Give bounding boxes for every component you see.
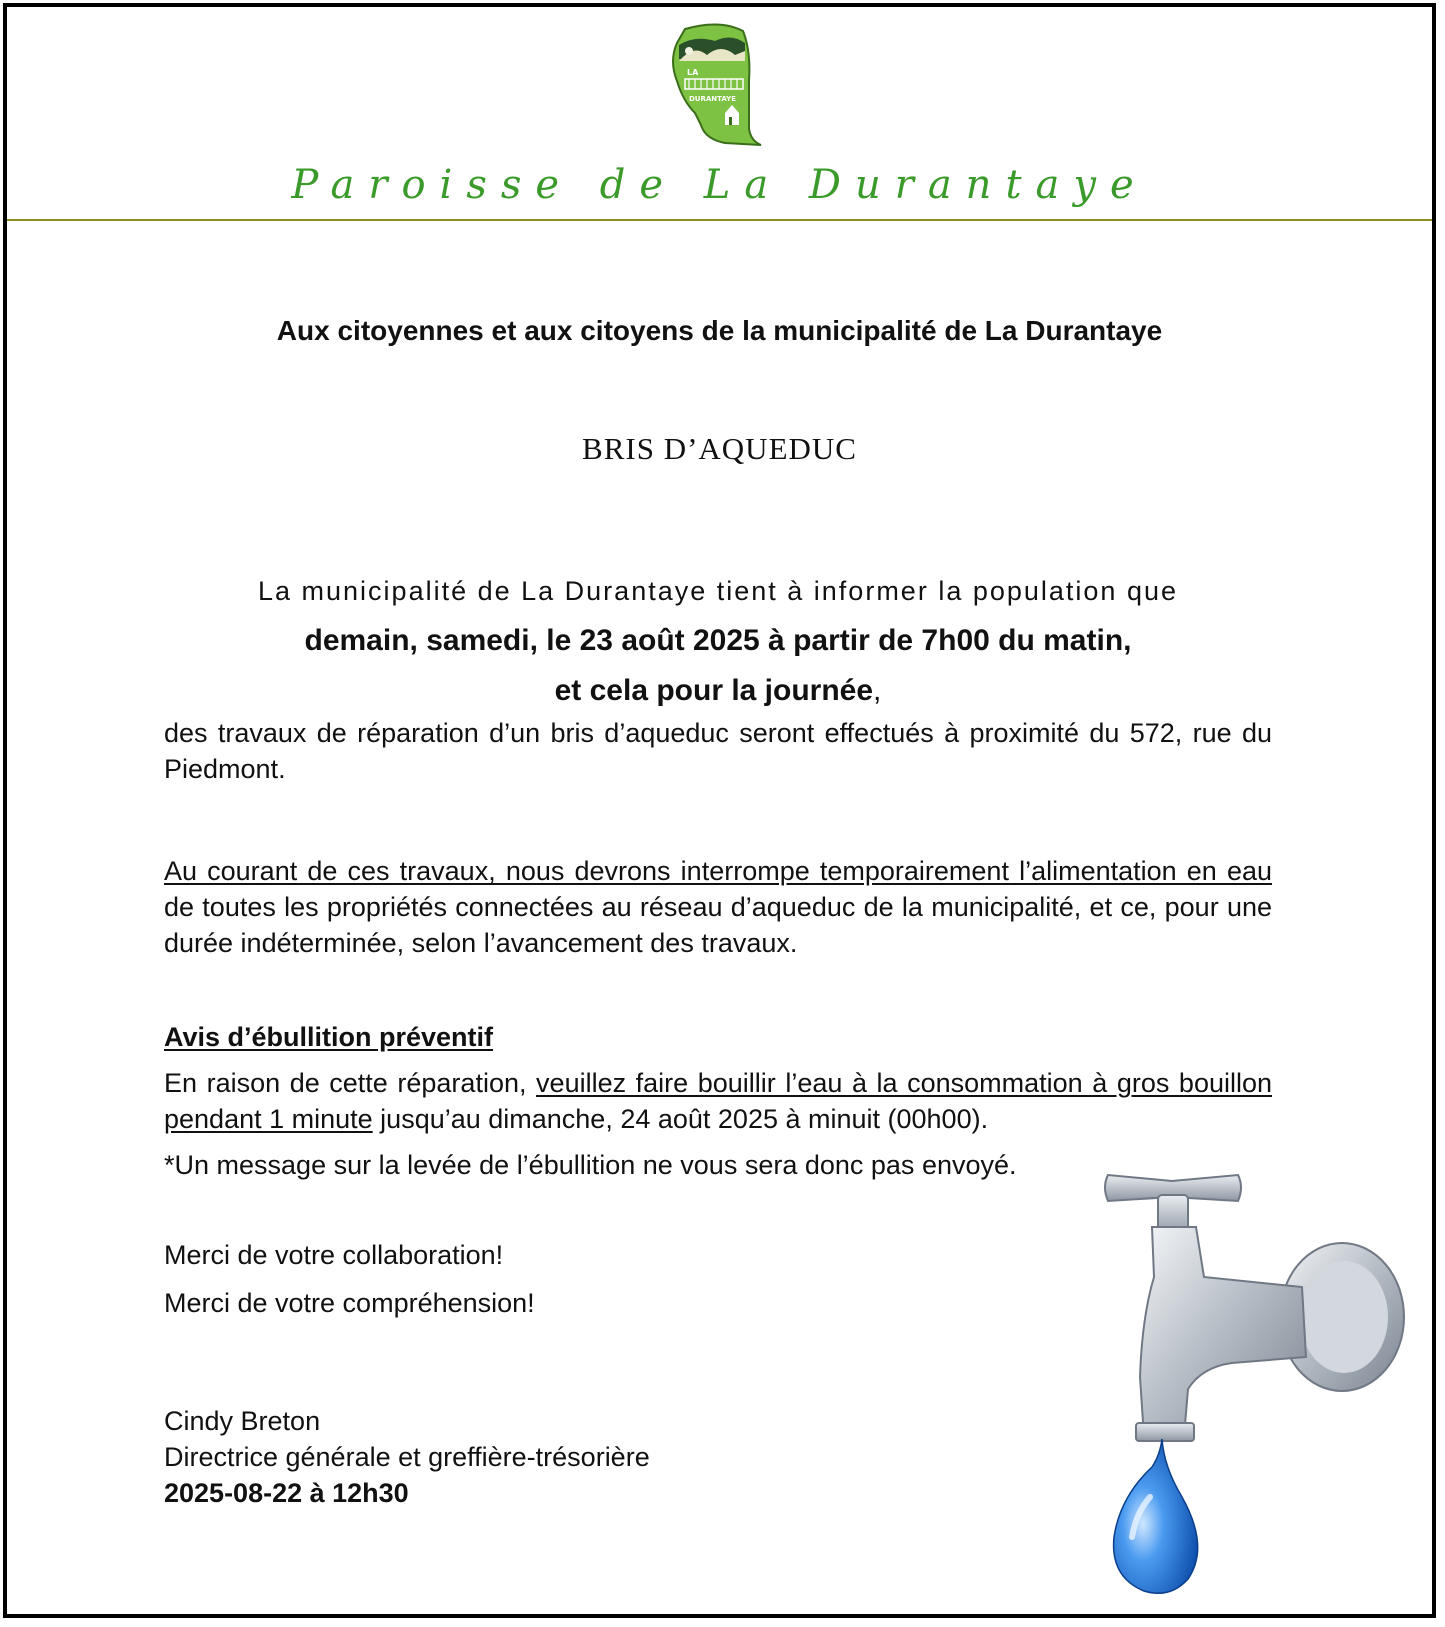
water-faucet-icon: [1092, 1167, 1422, 1607]
thanks-collaboration: Merci de votre collaboration!: [164, 1240, 504, 1270]
notice-page: [3, 3, 1436, 1618]
parish-title: Paroisse de La Durantaye: [291, 162, 1148, 208]
duration-line: [164, 673, 1272, 709]
addressee-line: Aux citoyennes et aux citoyens de la municipalité de La Durantaye: [276, 315, 1163, 346]
duration-bold: et cela pour la journée: [554, 674, 874, 707]
intro-section: [164, 573, 1272, 787]
logo-text-la: LA: [687, 68, 699, 77]
boil-advisory-section: [164, 1019, 1272, 1183]
boil-heading: Avis d’ébullition préventif: [164, 1022, 494, 1052]
municipal-logo: [665, 21, 775, 151]
work-text: des travaux de réparation d’un bris d’aqueduc seront effectués à proximité du 572, rue du Piedmont.: [164, 718, 1272, 784]
interruption-text: [164, 853, 1272, 961]
boil-prefix: En raison de cette réparation,: [164, 1068, 537, 1098]
logo-text-durantaye: DURANTAYE: [689, 95, 736, 103]
notice-title: BRIS D’AQUEDUC: [582, 431, 857, 466]
boil-suffix: jusqu’au dimanche, 24 août 2025 à minuit (00h00).: [372, 1104, 989, 1134]
thanks-comprehension: Merci de votre compréhension!: [164, 1288, 535, 1318]
boil-note: *Un message sur la levée de l’ébullition ne vous sera donc pas envoyé.: [164, 1150, 1017, 1180]
date-line: demain, samedi, le 23 août 2025 à partir de 7h00 du matin,: [304, 624, 1132, 657]
intro-line: La municipalité de La Durantaye tient à informer la population que: [258, 576, 1178, 606]
duration-comma: ,: [873, 674, 882, 707]
signature-title: Directrice générale et greffière-trésorière: [164, 1442, 650, 1472]
boil-underlined: veuillez faire bouillir l’eau à la consommation à gros bouillon pendant 1 minute: [164, 1068, 1273, 1134]
header-divider: [7, 219, 1432, 221]
interruption-rest: de toutes les propriétés connectées au réseau d’aqueduc de la municipalité, et ce, pour une durée indéterminée, selon l’avancement des travaux.: [164, 892, 1272, 958]
signature-datetime: 2025-08-22 à 12h30: [164, 1478, 409, 1508]
boil-text: [164, 1065, 1272, 1137]
interruption-underlined: Au courant de ces travaux, nous devrons interrompe temporairement l’alimentation en eau: [164, 856, 1272, 886]
signature-name: Cindy Breton: [164, 1406, 321, 1436]
interruption-section: [164, 853, 1272, 961]
